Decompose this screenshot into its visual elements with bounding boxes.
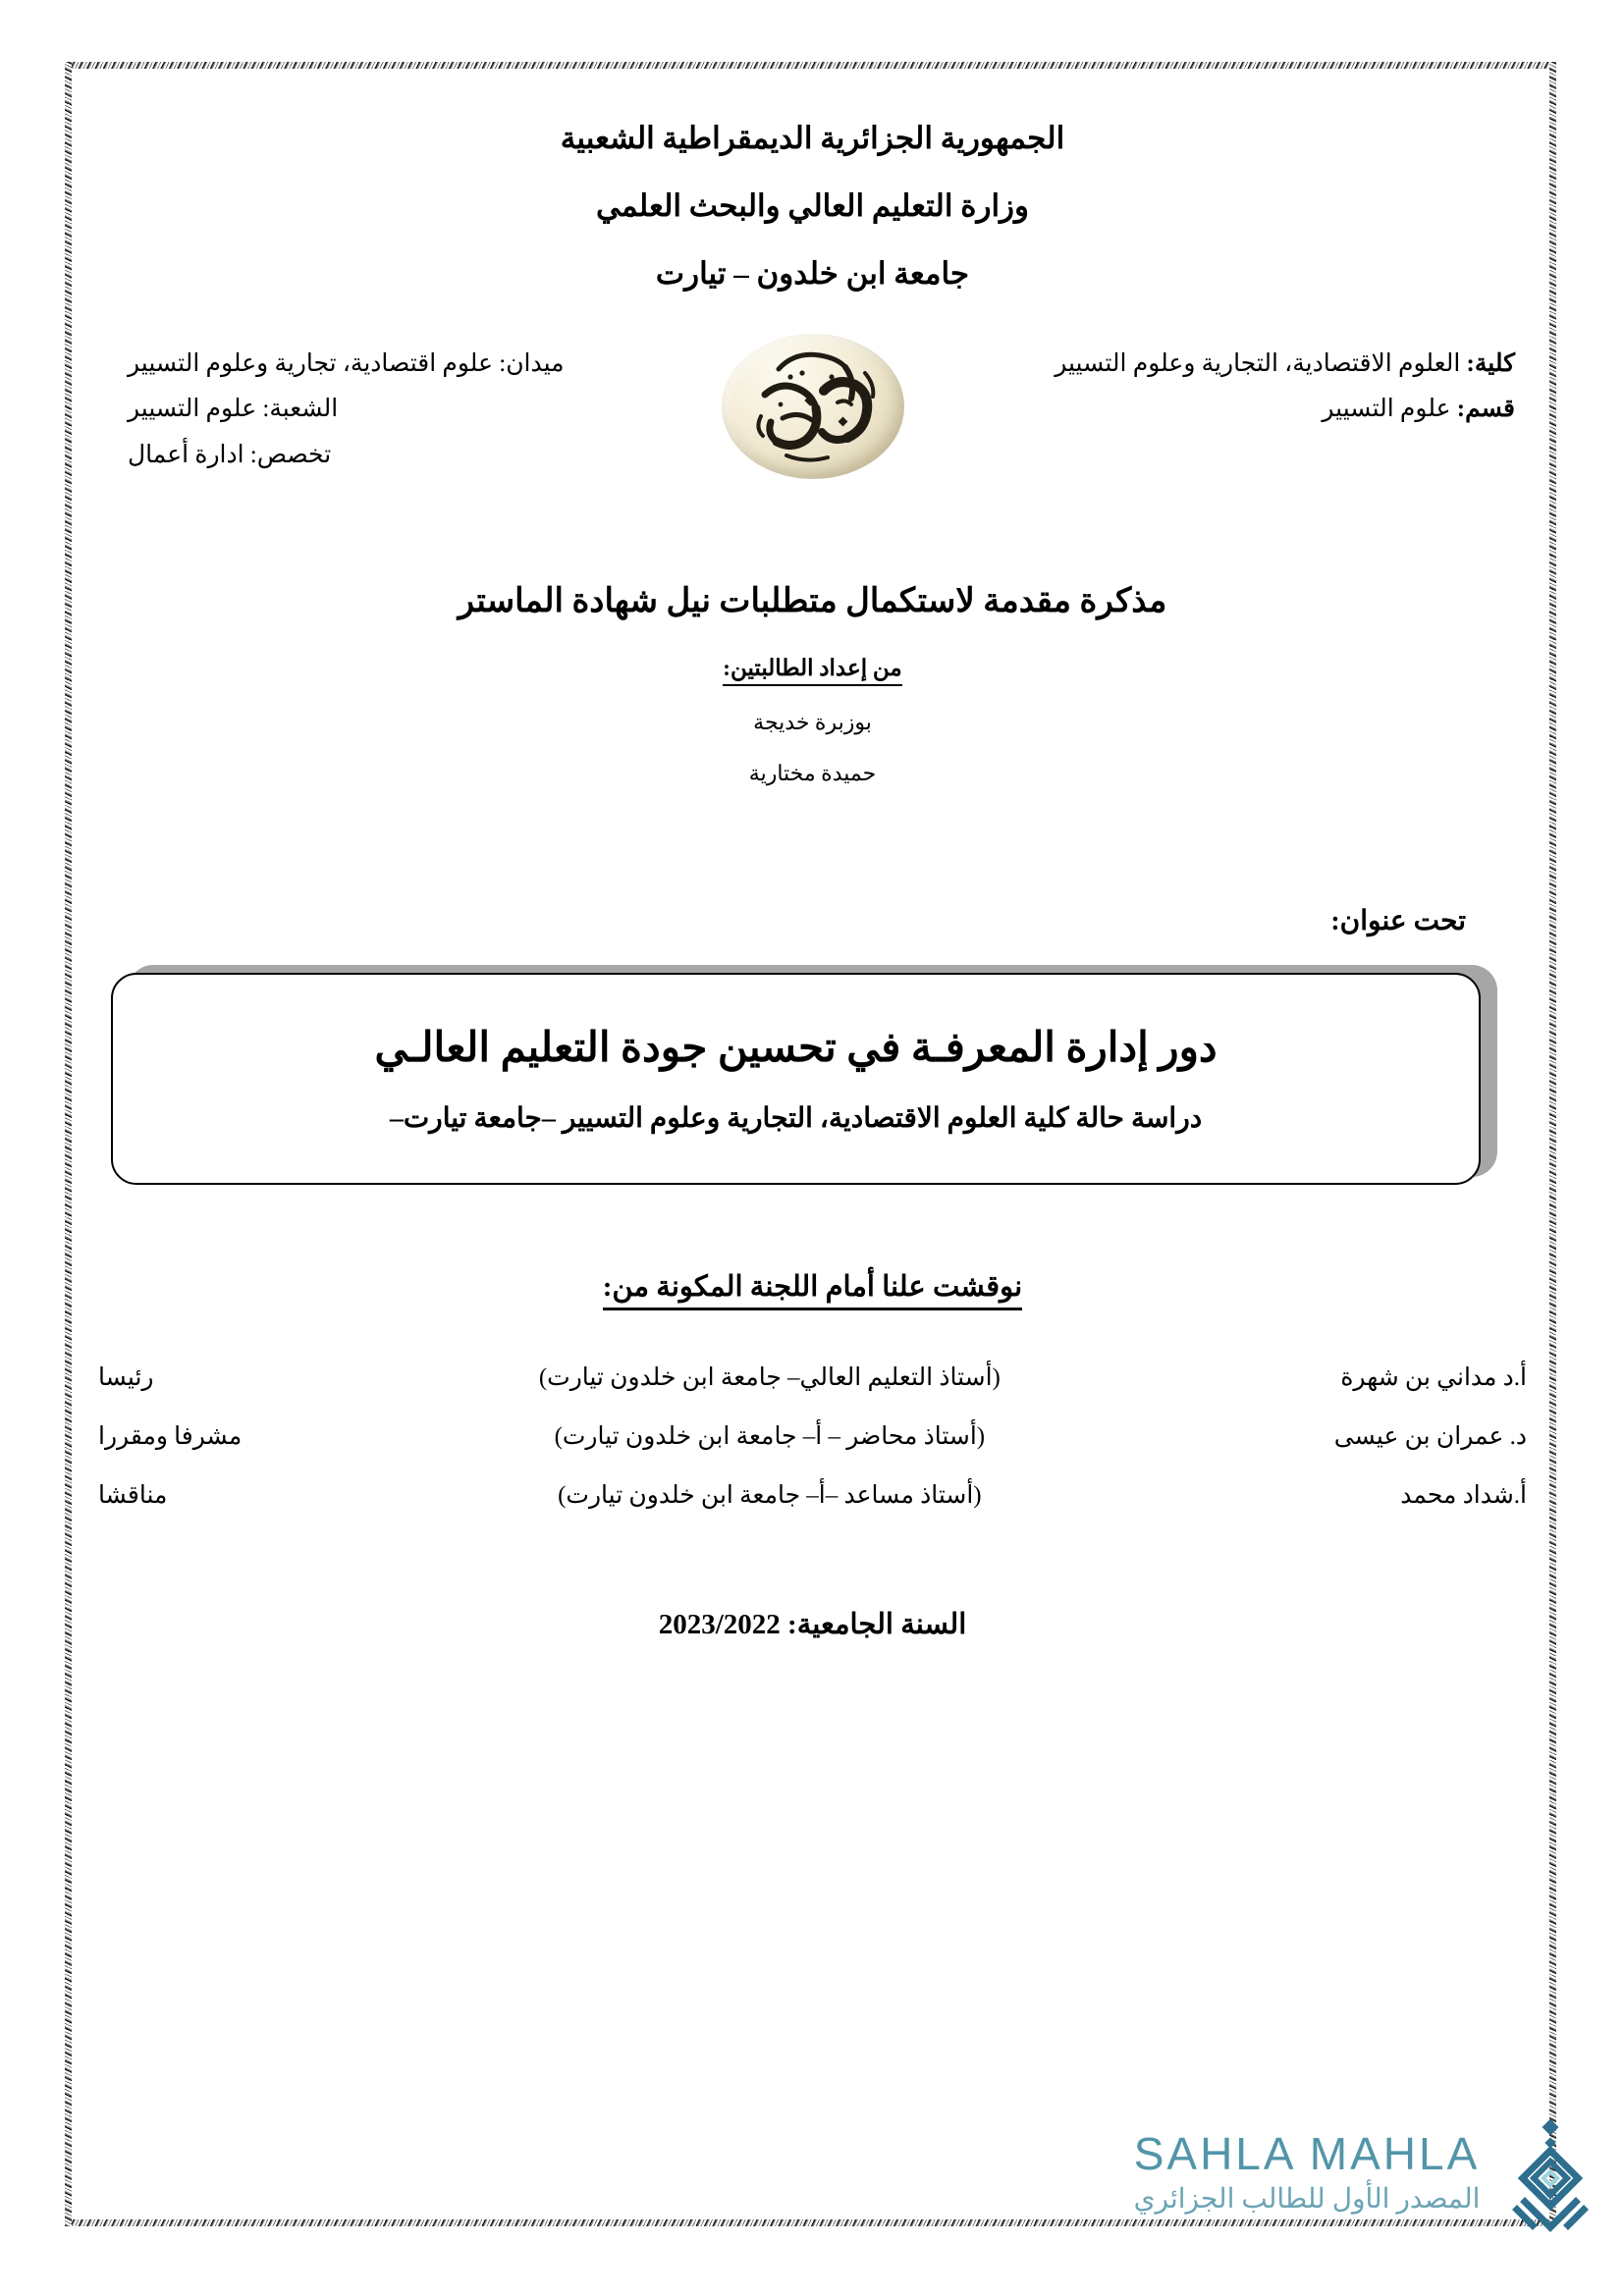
academic-year-value: 2023/2022: [658, 1609, 781, 1640]
jury-table: [98, 1348, 1527, 1524]
faculty-department-column: [1004, 342, 1515, 433]
academic-year-line: [98, 1607, 1527, 1641]
cover-content: [98, 93, 1527, 2194]
country-header-line: الجمهورية الجزائرية الديمقراطية الشعبية: [560, 121, 1065, 155]
jury-member-affiliation: (أستاذ التعليم العالي– جامعة ابن خلدون تيارت): [538, 1364, 1001, 1391]
university-header-line: جامعة ابن خلدون – تيارت: [655, 256, 970, 291]
memoire-statement: مذكرة مقدمة لاستكمال متطلبات نيل شهادة الماستر: [458, 583, 1167, 619]
university-seal-logo: [722, 334, 904, 479]
under-title-label: تحت عنوان:: [1330, 906, 1466, 936]
department-label: قسم:: [1456, 396, 1515, 423]
page-border-left-edge: [65, 62, 72, 2226]
table-row: [98, 1348, 1527, 1407]
student-name-2: حميدة مختارية: [748, 761, 877, 785]
specialty-value: ادارة أعمال: [128, 441, 244, 468]
branch-value: علوم التسيير: [128, 396, 257, 423]
jury-member-affiliation: (أستاذ محاضر – أ– جامعة ابن خلدون تيارت): [554, 1423, 986, 1450]
field-label: ميدان:: [499, 350, 565, 377]
affiliation-row: [98, 334, 1527, 530]
faculty-label: كلية:: [1466, 350, 1515, 377]
page-border-top-edge: [65, 62, 1556, 69]
specialty-line: [128, 433, 599, 478]
thesis-title: دور إدارة المعرفـة في تحسين جودة التعليم العالـي: [374, 1026, 1218, 1071]
jury-member-role: مناقشا: [98, 1482, 168, 1509]
department-value: علوم التسيير: [1322, 396, 1451, 423]
jury-member-role: رئيسا: [98, 1364, 154, 1391]
ministry-header-line: وزارة التعليم العالي والبحث العلمي: [596, 188, 1029, 223]
jury-member-affiliation: (أستاذ مساعد –أ– جامعة ابن خلدون تيارت): [558, 1482, 982, 1509]
department-line: [1004, 387, 1515, 432]
prepared-by-block: [98, 656, 1527, 686]
table-row: [98, 1466, 1527, 1524]
watermark-text-block: [1114, 2128, 1499, 2215]
field-value: علوم اقتصادية، تجارية وعلوم التسيير: [128, 350, 493, 377]
watermark-brand-ar: المصدر الأول للطالب الجزائري: [1133, 2184, 1481, 2215]
page-border-right-edge: [1549, 62, 1556, 2226]
jury-member-role: مشرفا ومقررا: [98, 1423, 243, 1450]
jury-member-name: د. عمران بن عيسى: [1333, 1423, 1527, 1450]
jury-member-name: أ.شداد محمد: [1400, 1482, 1527, 1509]
field-line: [128, 342, 599, 387]
sahla-mahla-watermark: [1114, 2117, 1605, 2265]
jury-member-name: أ.د مداني بن شهرة: [1340, 1364, 1527, 1391]
academic-year-label: السنة الجامعية:: [787, 1609, 967, 1640]
faculty-value: العلوم الاقتصادية، التجارية وعلوم التسيير: [1055, 350, 1461, 377]
specialty-label: تخصص:: [249, 441, 332, 468]
thesis-subtitle: دراسة حالة كلية العلوم الاقتصادية، التجارية وعلوم التسيير –جامعة تيارت–: [389, 1103, 1203, 1134]
table-row: [98, 1407, 1527, 1466]
student-name-1: بوزبرة خديجة: [753, 710, 872, 734]
branch-label: الشعبة:: [262, 396, 339, 423]
jury-heading: نوقشت علنا أمام اللجنة المكونة من:: [603, 1269, 1022, 1310]
thesis-title-box: [111, 973, 1481, 1185]
jury-heading-block: [98, 1269, 1527, 1310]
amazigh-diamond-icon: [1495, 2117, 1605, 2247]
watermark-brand-en: SAHLA MAHLA: [1133, 2128, 1481, 2179]
thesis-title-box-wrapper: [98, 959, 1527, 1195]
faculty-line: [1004, 342, 1515, 387]
prepared-by-label: من إعداد الطالبتين:: [723, 656, 901, 686]
field-branch-specialty-column: [128, 342, 599, 478]
branch-line: [128, 387, 599, 432]
